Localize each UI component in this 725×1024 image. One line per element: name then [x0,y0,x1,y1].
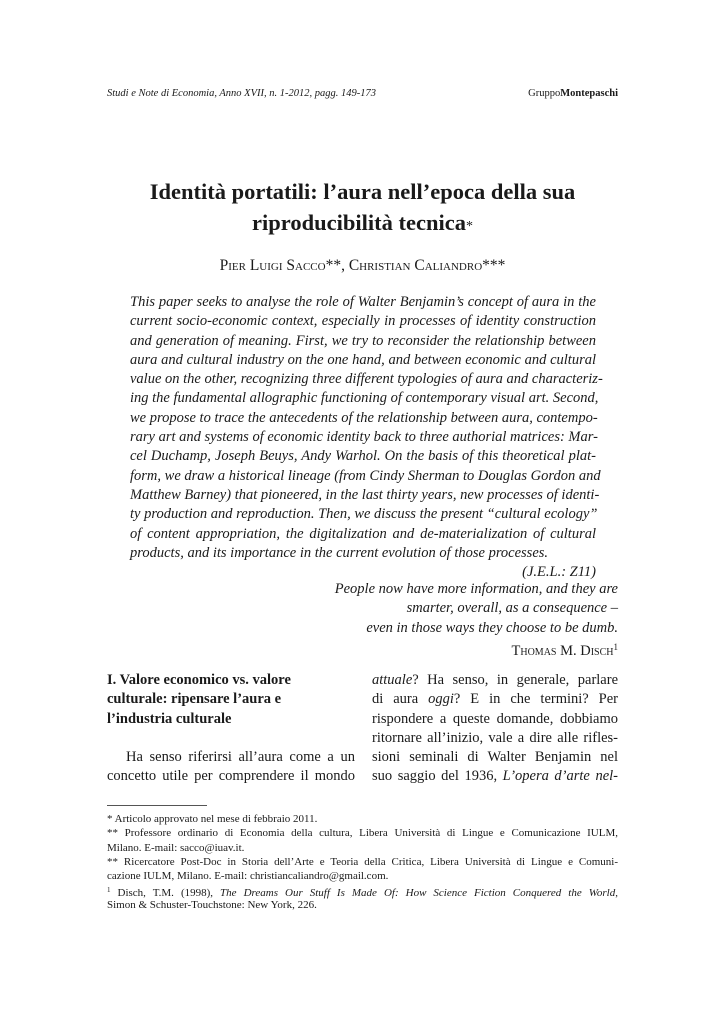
footnote: Simon & Schuster-Touchstone: New York, 226. [107,898,317,911]
abstract-line: form, we draw a historical lineage (from Cindy Sherman to Douglas Gordon and [130,467,601,484]
abstract-line: ing the fundamental allographic functioning of contemporary visual art. Second, [130,390,599,407]
jel-codes: (J.E.L.: Z11) [522,564,596,581]
body-line: concetto utile per comprendere il mondo [107,768,355,785]
footnote: * Articolo approvato nel mese di febbraio 2011. [107,813,318,825]
abstract-line: This paper seeks to analyse the role of Walter Benjamin’s concept of aura in the [130,294,596,310]
body-paragraph [107,748,355,787]
abstract-line: current socio-economic context, especially in processes of identity construction [130,313,596,330]
abstract-line: of content appropriation, the digitalization and de-materialization of cultural [130,525,596,542]
footnote: cazione IULM, Milano. E-mail: christiancaliandro@gmail.com. [107,870,389,883]
abstract-line: ty production and reproduction. Then, we discuss the present “cultural ecology” [130,506,598,523]
running-head [107,86,618,102]
abstract [130,293,603,582]
epigraph-author: Thomas M. Disch$^1$ [511,641,618,659]
section-heading: I. Valore economico vs. valore culturale: ripensare l’aura e l’industria culturale [107,672,291,727]
body-line: suo saggio del 1936, L’opera d’arte nel- [372,768,618,785]
abstract-line: value on the other, recognizing three different typologies of aura and characteriz- [130,371,603,388]
footnote: Milano. E-mail: sacco@iuav.it. [107,841,245,854]
abstract-line: and generation of meaning. First, we try to reconsider the relationship between [130,332,596,349]
body-line: attuale? Ha senso, in generale, parlare [372,672,618,688]
publisher-name: GruppoMontepaschi [528,88,618,99]
epigraph [300,580,618,661]
paper-title [100,176,625,242]
abstract-line: we propose to trace the antecedents of the relationship between aura, contempo- [130,409,598,426]
title-line-2: riproducibilità tecnica* [252,210,473,235]
title-footnote-mark: * [465,219,473,234]
body-column-right [372,671,618,787]
abstract-line: aura and cultural industry on the one hand, and between economic and cultural [130,351,596,368]
footnote: ** Ricercatore Post-Doc in Storia dell’Arte e Teoria della Critica, Libera Università di Lingue e Comuni- [107,855,618,868]
abstract-line: products, and its importance in the current evolution of those processes. [130,544,549,561]
footnotes [107,812,618,912]
author-line: Pier Luigi Sacco**, Christian Caliandro*** [219,257,506,274]
epigraph-footnote-ref: 1 [613,641,618,652]
abstract-line: cel Duchamp, Joseph Beuys, Andy Warhol. On the basis of this theoretical plat- [130,448,596,465]
journal-citation: Studi e Note di Economia, Anno XVII, n. 1-2012, pagg. 149-173 [107,88,376,99]
epigraph-line: People now have more information, and they are [334,581,618,597]
footnote: $^1$ Disch, T.M. (1998), The Dreams Our Stuff Is Made Of: How Science Fiction Conquered the World, [107,886,618,900]
epigraph-line: smarter, overall, as a consequence – [406,600,618,617]
body-line: rispondere a queste domande, dobbiamo [372,710,618,727]
footnote-separator [107,805,207,806]
footnote: ** Professore ordinario di Economia della cultura, Libera Università di Lingue e Comunicazione IULM, [107,827,618,840]
body-line: sioni seminali di Walter Benjamin nel [372,749,618,766]
epigraph-line: even in those ways they choose to be dumb. [366,619,618,636]
body-line: Ha senso riferirsi all’aura come a un [126,748,355,765]
body-column-left [107,671,355,786]
title-line-1: Identità portatili: l’aura nell’epoca della sua [149,179,576,204]
body-line: di aura oggi? E in che termini? Per [372,691,619,708]
body-line: ritornare all’inizio, vale a dire alle rifles- [372,729,618,746]
abstract-line: Matthew Barney) that pioneered, in the last thirty years, new processes of identi- [130,486,600,503]
abstract-line: rary art and systems of economic identity back to three authorial matrices: Mar- [130,429,598,446]
